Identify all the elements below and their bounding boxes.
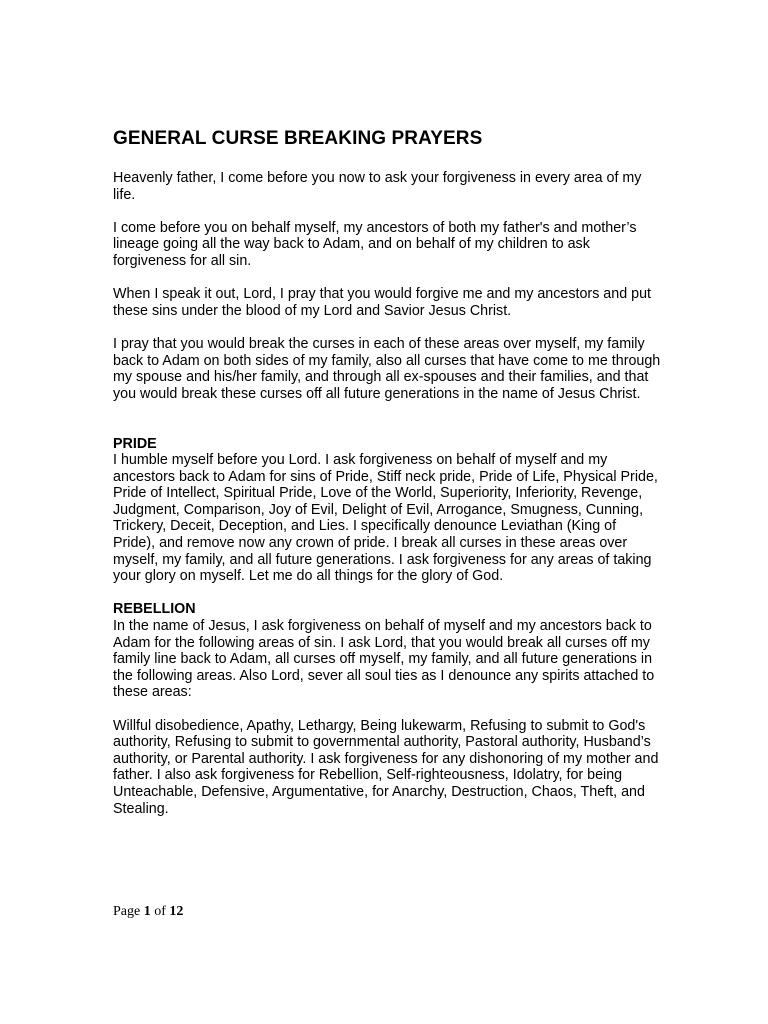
footer-page-word: Page	[113, 904, 141, 919]
document-title: GENERAL CURSE BREAKING PRAYERS	[113, 128, 483, 149]
section-heading-rebellion: REBELLION	[113, 601, 196, 618]
footer-of-word: of	[154, 904, 166, 919]
page-footer	[113, 904, 183, 920]
section-paragraph-rebellion-2: Willful disobedience, Apathy, Lethargy, Being lukewarm, Refusing to submit to God's authority, Refusing to submit to governmental authority, Pastoral authority, Husband’s authority, or Parental authority. I ask forgiveness for any dishonoring of my mother and father. I also ask forgiveness for Rebellion, Self-righteousness, Idolatry, for being Unteachable, Defensive, Argumentative, for Anarchy, Destruction, Chaos, Theft, and Stealing.	[113, 717, 659, 817]
document-body	[113, 170, 661, 834]
footer-total-pages: 12	[169, 904, 184, 919]
section-paragraph-rebellion-1: In the name of Jesus, I ask forgiveness on behalf of myself and my ancestors back to Adam for the following areas of sin. I ask Lord, that you would break all curses off my family line back to Adam, all curses off myself, my family, and all future generations in the following areas. Also Lord, sever all soul ties as I denounce any spirits attached to these areas:	[113, 618, 655, 701]
footer-current-page: 1	[143, 904, 151, 919]
intro-paragraph-1: Heavenly father, I come before you now to ask your forgiveness in every area of my life.	[113, 170, 642, 203]
section-heading-pride: PRIDE	[113, 435, 157, 452]
intro-paragraph-2: I come before you on behalf myself, my ancestors of both my father's and mother’s lineage going all the way back to Adam, and on behalf of my children to ask forgiveness for all sin.	[113, 219, 637, 269]
intro-paragraph-4: I pray that you would break the curses in each of these areas over myself, my family back to Adam on both sides of my family, also all curses that have come to me through my spouse and his/her family, and through all ex-spouses and their families, and that you would break these curses off all future generations in the name of Jesus Christ.	[113, 335, 661, 402]
intro-paragraph-3: When I speak it out, Lord, I pray that you would forgive me and my ancestors and put these sins under the blood of my Lord and Savior Jesus Christ.	[113, 286, 652, 319]
section-paragraph-pride: I humble myself before you Lord. I ask forgiveness on behalf of myself and my ancestors back to Adam for sins of Pride, Stiff neck pride, Pride of Life, Physical Pride, Pride of Intellect, Spiritual Pride, Love of the World, Superiority, Inferiority, Revenge, Judgment, Comparison, Joy of Evil, Delight of Evil, Arrogance, Smugness, Cunning, Trickery, Deceit, Deception, and Lies. I specifically denounce Leviathan (King of Pride), and remove now any crown of pride. I break all curses in these areas over myself, my family, and all future generations. I ask forgiveness for any areas of taking your glory on myself. Let me do all things for the glory of God.	[113, 452, 658, 585]
